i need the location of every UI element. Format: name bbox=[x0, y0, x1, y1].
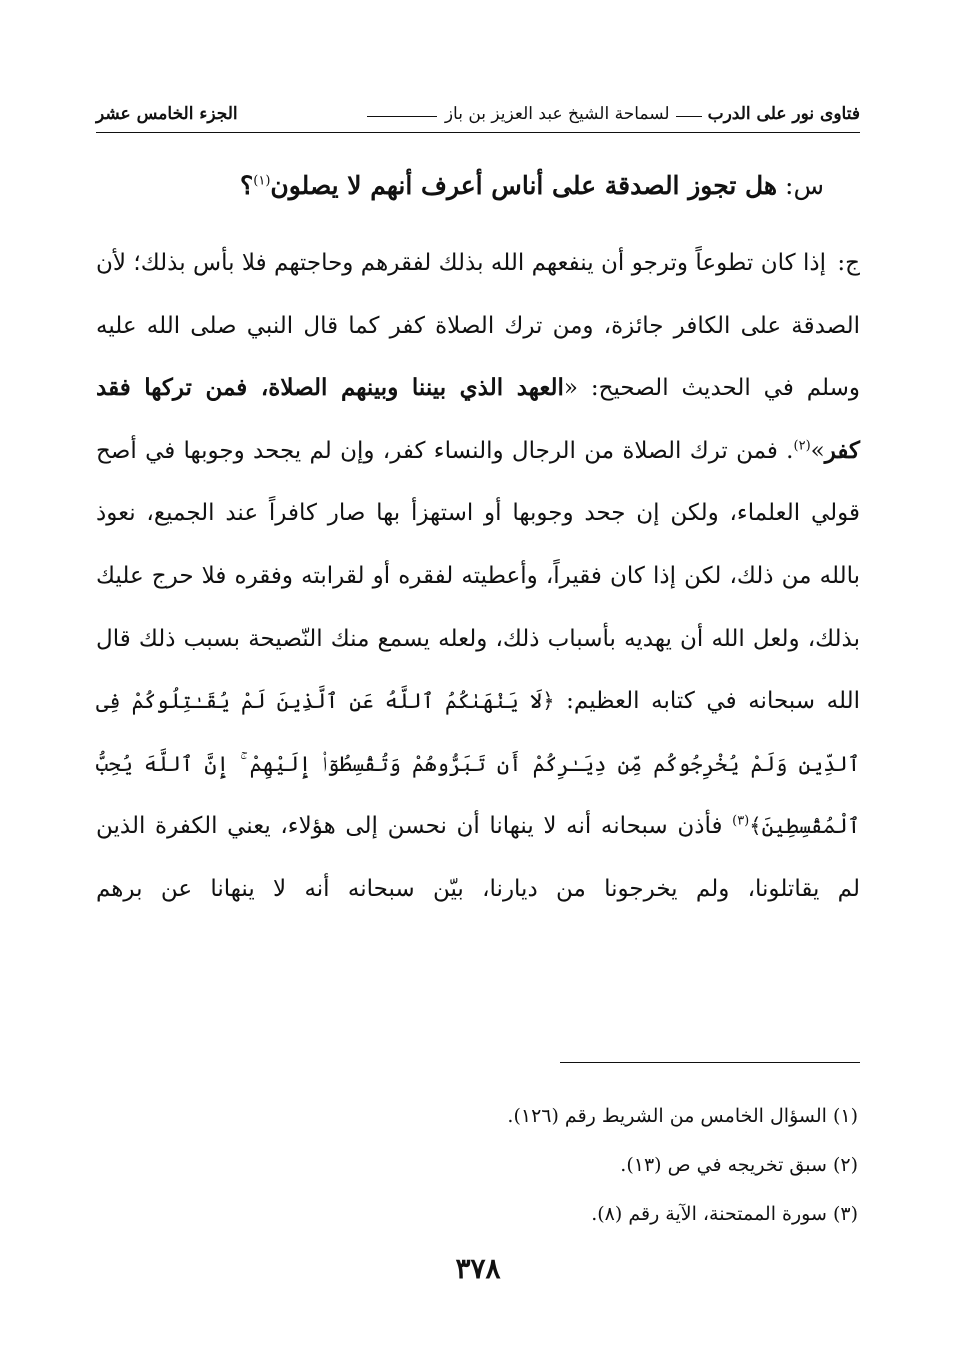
answer-body bbox=[96, 232, 860, 921]
book-page bbox=[96, 96, 860, 1296]
answer-paragraph-2: . فمن ترك الصلاة من الرجال والنساء كفر، وإن لم يجحد وجوبها في أصح قولي العلماء، ولكن إن جحد وجوبها أو استهزأ بها صار كافراً عند الجميع، نعوذ بالله من ذلك، لكن إذا كان فقيراً، وأعطيته لفقره أو لقرابته وفقره فلا حرج عليك بذلك، ولعل الله أن يهديه بأسباب ذلك، ولعله يسمع منك النّصيحة بسبب ذلك قال الله سبحانه في كتابه العظيم: bbox=[96, 437, 860, 715]
question-mark: ؟ bbox=[239, 171, 254, 200]
hadith-close-quote: » bbox=[810, 437, 825, 464]
running-header bbox=[96, 96, 860, 133]
footnote-divider bbox=[560, 1062, 860, 1063]
answer-marker: ج: bbox=[829, 250, 860, 276]
header-separator bbox=[676, 116, 702, 117]
question-marker: س: bbox=[777, 171, 824, 200]
footnotes bbox=[96, 1092, 860, 1239]
book-title: فتاوى نور على الدرب bbox=[707, 104, 860, 124]
answer-paragraph-3: فأذن سبحانه أنه لا ينهانا أن نحسن إلى هؤلاء، يعني الكفرة الذين لم يقاتلونا، ولم يخرجونا من ديارنا، بيّن سبحانه أنه لا ينهانا عن برهم bbox=[96, 813, 860, 902]
footnote-ref-2: (٢) bbox=[793, 438, 811, 454]
quran-close-bracket: ﴾ bbox=[749, 814, 762, 839]
page-number: ٣٧٨ bbox=[455, 1252, 501, 1285]
header-separator-long bbox=[367, 116, 437, 117]
question-text: هل تجوز الصدقة على أناس أعرف أنهم لا يصلون bbox=[270, 171, 778, 200]
volume-label: الجزء الخامس عشر bbox=[96, 104, 238, 124]
footnote-3: (٣) سورة الممتحنة، الآية رقم (٨). bbox=[591, 1203, 858, 1225]
footnote-1: (١) السؤال الخامس من الشريط رقم (١٢٦). bbox=[507, 1105, 858, 1127]
quran-open-bracket: ﴿ bbox=[542, 689, 555, 714]
answer-paragraph-1: إذا كان تطوعاً وترجو أن ينفعهم الله بذلك لفقرهم وحاجتهم فلا بأس بذلك؛ لأن الصدقة على الكافر جائزة، ومن ترك الصلاة كفر كما قال النبي صلى الله عليه وسلم في الحديث الصحيح: « bbox=[96, 250, 860, 402]
footnote-ref-1: (١) bbox=[253, 173, 271, 189]
quran-verse: لَا يَنْهَىٰكُمُ ٱللَّهُ عَنِ ٱلَّذِينَ لَمْ يُقَـٰتِلُوكُمْ فِى ٱلدِّينِ وَلَمْ يُخْرِجُوكُم مِّن دِيَـٰرِكُمْ أَن تَبَرُّوهُمْ وَتُقْسِطُوٓا۟ إِلَيْهِمْ ۚ إِنَّ ٱللَّهَ يُحِبُّ ٱلْمُقْسِطِينَ bbox=[96, 689, 860, 839]
footnote-2: (٢) سبق تخريجه في ص (١٣). bbox=[620, 1154, 858, 1176]
question bbox=[96, 158, 860, 214]
author-name: لسماحة الشيخ عبد العزيز بن باز bbox=[444, 104, 670, 124]
hadith-quote: العهد الذي بيننا وبينهم الصلاة، فمن تركها فقد كفر bbox=[96, 374, 860, 464]
footnote-ref-3: (٣) bbox=[732, 813, 750, 829]
